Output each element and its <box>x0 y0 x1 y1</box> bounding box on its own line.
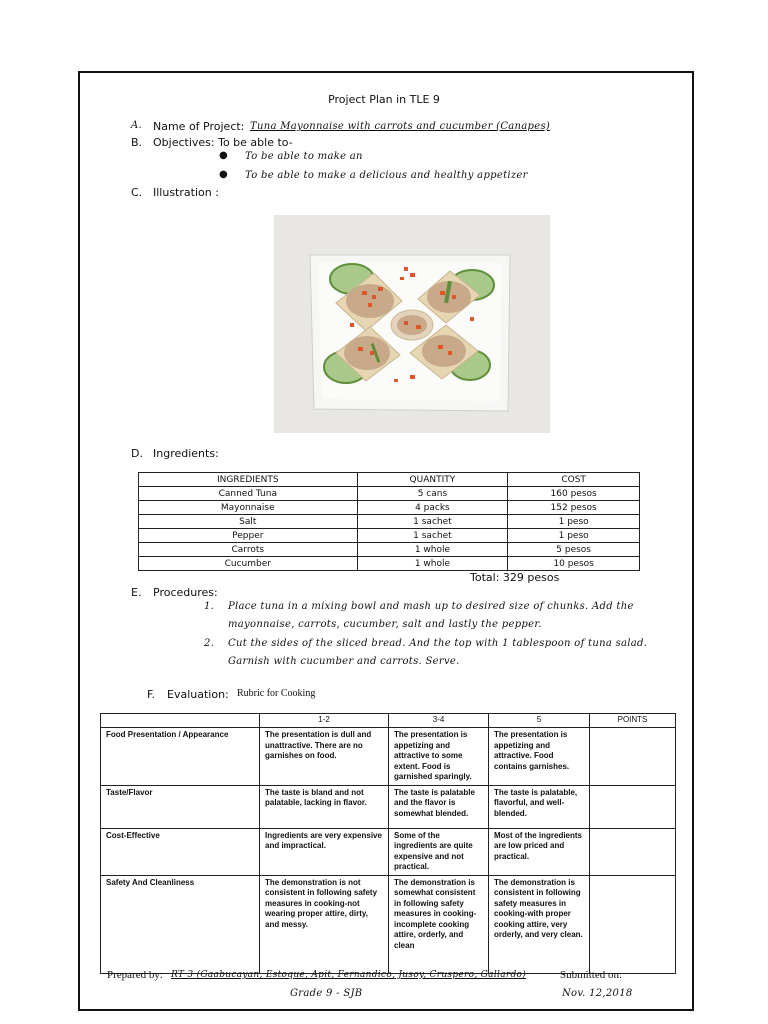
objective-item: To be able to make a delicious and healthy appetizer <box>245 170 528 181</box>
section-d-marker: D. <box>131 447 143 460</box>
rubric-points-cell <box>590 728 676 786</box>
canape-plate-picture <box>274 215 550 433</box>
quantity-cell: 1 whole <box>357 557 508 571</box>
table-header-cell: COST <box>508 473 640 487</box>
cost-cell: 160 pesos <box>508 487 640 501</box>
quantity-cell: 1 whole <box>357 543 508 557</box>
page-title: Project Plan in TLE 9 <box>328 93 440 106</box>
submission-date: Nov. 12,2018 <box>562 988 633 999</box>
rubric-descriptor: Some of the ingredients are quite expensive and not practical. <box>389 828 489 875</box>
ingredient-name-cell: Pepper <box>139 529 358 543</box>
rubric-descriptor: The presentation is appetizing and attractive. Food contains garnishes. <box>489 728 590 786</box>
ingredient-name-cell: Canned Tuna <box>139 487 358 501</box>
submitted-on-label: Submitted on: <box>560 969 623 981</box>
procedure-step-number: 2. <box>204 638 215 649</box>
table-row <box>139 487 640 501</box>
bullet-icon: ● <box>219 169 228 180</box>
rubric-criterion: Safety And Cleanliness <box>101 875 260 973</box>
procedure-step-text: mayonnaise, carrots, cucumber, salt and lastly the pepper. <box>228 619 542 630</box>
bullet-icon: ● <box>219 150 228 161</box>
cost-cell: 10 pesos <box>508 557 640 571</box>
quantity-cell: 5 cans <box>357 487 508 501</box>
rubric-descriptor: Ingredients are very expensive and impractical. <box>260 828 389 875</box>
rubric-header-cell <box>101 714 260 728</box>
section-f-marker: F. <box>147 688 156 701</box>
table-header-row <box>139 473 640 487</box>
rubric-descriptor: The demonstration is consistent in following safety measures in cooking-with proper cooking attire, very orderly, and very clean. <box>489 875 590 973</box>
rubric-points-cell <box>590 828 676 875</box>
rubric-row <box>101 785 676 828</box>
objectives-label: Objectives: To be able to- <box>153 136 293 149</box>
cost-cell: 1 peso <box>508 515 640 529</box>
table-row <box>139 529 640 543</box>
quantity-cell: 1 sachet <box>357 515 508 529</box>
rubric-header-cell: 3-4 <box>389 714 489 728</box>
section-c-marker: C. <box>131 186 143 199</box>
cost-cell: 152 pesos <box>508 501 640 515</box>
rubric-row <box>101 828 676 875</box>
procedure-step-text: Garnish with cucumber and carrots. Serve. <box>228 656 460 667</box>
procedure-step-text: Place tuna in a mixing bowl and mash up to desired size of chunks. Add the <box>228 601 634 612</box>
rubric-header-cell: 5 <box>489 714 590 728</box>
rubric-criterion: Food Presentation / Appearance <box>101 728 260 786</box>
ingredient-name-cell: Mayonnaise <box>139 501 358 515</box>
table-header-cell: INGREDIENTS <box>139 473 358 487</box>
rubric-descriptor: The demonstration is somewhat consistent in following safety measures in cooking-incomplete cooking attire, orderly, and clean <box>389 875 489 973</box>
rubric-row <box>101 728 676 786</box>
table-row <box>139 543 640 557</box>
prepared-by-value: RT 3 (Gaabucayan, Estoque, Apit, Fernandico, Jusoy, Cruspero, Gallardo) <box>171 970 527 980</box>
objective-item: To be able to make an <box>245 151 363 162</box>
ingredients-table <box>138 472 640 571</box>
section-e-marker: E. <box>131 586 142 599</box>
project-name-label: Name of Project: <box>153 120 245 133</box>
canape-illustration-photo <box>274 215 550 433</box>
rubric-descriptor: Most of the ingredients are low priced and practical. <box>489 828 590 875</box>
total-cost: Total: 329 pesos <box>470 571 560 584</box>
illustration-label: Illustration : <box>153 186 219 199</box>
table-row <box>139 557 640 571</box>
table-header-cell: QUANTITY <box>357 473 508 487</box>
procedures-label: Procedures: <box>153 586 218 599</box>
procedure-step-text: Cut the sides of the sliced bread. And the top with 1 tablespoon of tuna salad. <box>228 638 648 649</box>
rubric-descriptor: The taste is bland and not palatable, lacking in flavor. <box>260 785 389 828</box>
table-row <box>139 501 640 515</box>
rubric-descriptor: The presentation is dull and unattractive. There are no garnishes on food. <box>260 728 389 786</box>
ingredients-label: Ingredients: <box>153 447 219 460</box>
procedure-step-number: 1. <box>204 601 215 612</box>
prepared-by-label: Prepared by: <box>107 969 163 981</box>
project-name-value: Tuna Mayonnaise with carrots and cucumber (Canapes) <box>250 121 551 132</box>
rubric-header-cell: POINTS <box>590 714 676 728</box>
rubric-descriptor: The taste is palatable and the flavor is somewhat blended. <box>389 785 489 828</box>
grade-section: Grade 9 - SJB <box>290 988 363 999</box>
section-b-marker: B. <box>131 136 143 149</box>
rubric-table <box>100 713 676 974</box>
rubric-header-row <box>101 714 676 728</box>
section-a-marker: A. <box>131 120 143 131</box>
ingredient-name-cell: Carrots <box>139 543 358 557</box>
rubric-descriptor: The taste is palatable, flavorful, and well-blended. <box>489 785 590 828</box>
cost-cell: 5 pesos <box>508 543 640 557</box>
table-row <box>139 515 640 529</box>
ingredient-name-cell: Cucumber <box>139 557 358 571</box>
rubric-descriptor: The presentation is appetizing and attractive to some extent. Food is garnished sparingly. <box>389 728 489 786</box>
rubric-row <box>101 875 676 973</box>
rubric-points-cell <box>590 875 676 973</box>
quantity-cell: 1 sachet <box>357 529 508 543</box>
rubric-criterion: Cost-Effective <box>101 828 260 875</box>
quantity-cell: 4 packs <box>357 501 508 515</box>
rubric-descriptor: The demonstration is not consistent in following safety measures in cooking-not wearing proper attire, dirty, and messy. <box>260 875 389 973</box>
rubric-criterion: Taste/Flavor <box>101 785 260 828</box>
ingredient-name-cell: Salt <box>139 515 358 529</box>
rubric-title: Rubric for Cooking <box>237 688 316 699</box>
rubric-points-cell <box>590 785 676 828</box>
rubric-header-cell: 1-2 <box>260 714 389 728</box>
evaluation-label: Evaluation: <box>167 688 229 701</box>
cost-cell: 1 peso <box>508 529 640 543</box>
